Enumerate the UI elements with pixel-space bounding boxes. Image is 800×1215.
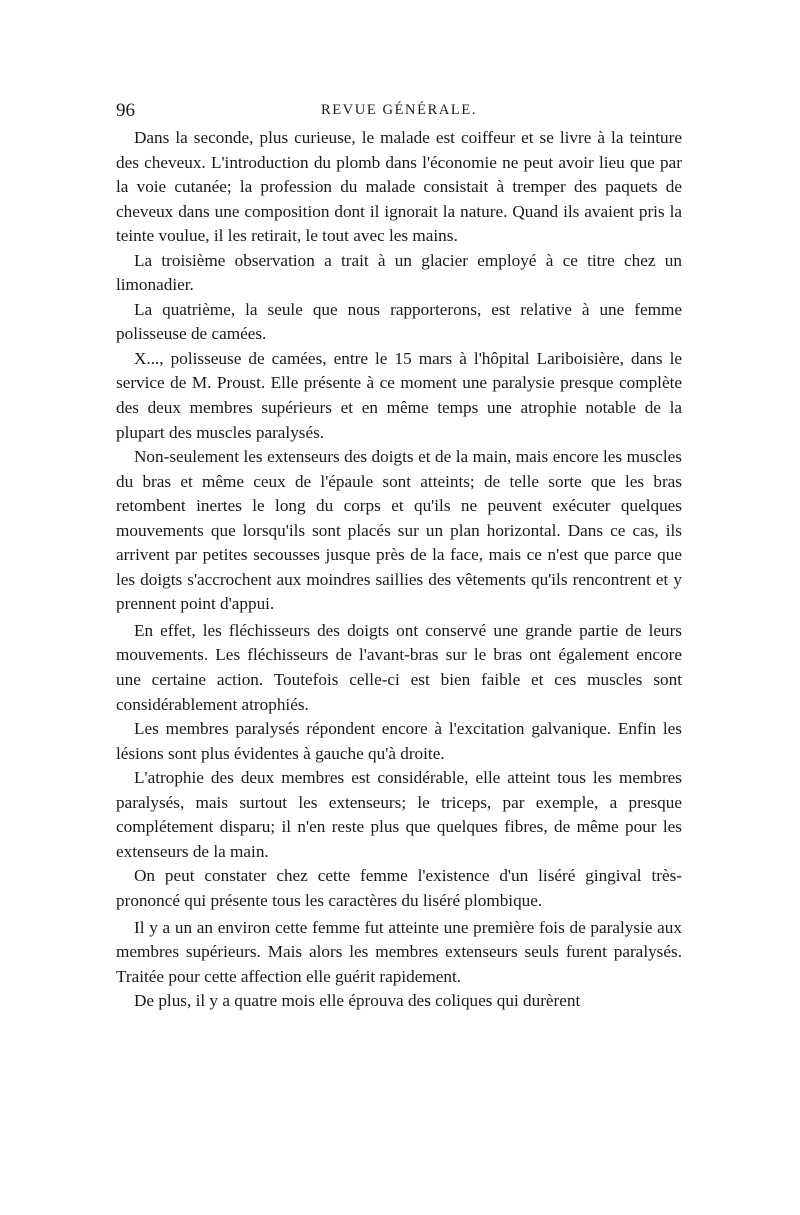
page-number: 96 — [116, 100, 135, 121]
running-head — [116, 96, 682, 126]
document-page — [116, 96, 682, 1014]
paragraph-8: L'atrophie des deux membres est considérable, elle atteint tous les membres paralysés, mais surtout les extenseurs; le triceps, par exemple, a presque complétement disparu; il n'en reste plus que quelques fibres, de même pour les extenseurs de la main. — [116, 768, 682, 861]
paragraph-5: Non-seulement les extenseurs des doigts et de la main, mais encore les muscles du bras et même ceux de l'épaule sont atteints; de telle sorte que les bras retombent inertes le long du corps et qu'ils ne peuvent exécuter quelques mouvements que lorsqu'ils sont placés sur un plan horizontal. Dans ce cas, ils arrivent par petites secousses jusque près de la face, mais ce n'est que parce que les doigts s'accrochent aux moindres saillies des vêtements qu'ils rencontrent et y prennent point d'appui. — [116, 447, 682, 614]
journal-title: REVUE GÉNÉRALE. — [320, 102, 478, 118]
body-text — [116, 126, 682, 1014]
paragraph-7: Les membres paralysés répondent encore à l'excitation galvanique. Enfin les lésions sont plus évidentes à gauche qu'à droite. — [116, 719, 682, 763]
paragraph-9: On peut constater chez cette femme l'existence d'un liséré gingival très-prononcé qui présente tous les caractères du liséré plombique. — [116, 866, 682, 910]
paragraph-1: Dans la seconde, plus curieuse, le malade est coiffeur et se livre à la teinture des cheveux. L'introduction du plomb dans l'économie ne peut avoir lieu que par la voie cutanée; la profession du malade consistait à tremper des paquets de cheveux dans une composition dont il ignorait la nature. Quand ils avaient pris la teinte voulue, il les retirait, le tout avec les mains. — [116, 128, 682, 246]
paragraph-4: X..., polisseuse de camées, entre le 15 mars à l'hôpital Lariboisière, dans le service de M. Proust. Elle présente à ce moment une paralysie presque complète des deux membres supérieurs et en même temps une atrophie notable de la plupart des muscles paralysés. — [116, 348, 682, 442]
paragraph-11: De plus, il y a quatre mois elle éprouva des coliques qui durèrent — [134, 991, 581, 1011]
paragraph-6: En effet, les fléchisseurs des doigts ont conservé une grande partie de leurs mouvements. Les fléchisseurs de l'avant-bras sur le bras ont également encore une certaine action. Toutefois celle-ci est bien faible et ces muscles sont considérablement atrophiés. — [116, 620, 682, 714]
paragraph-2: La troisième observation a trait à un glacier employé à ce titre chez un limonadier. — [116, 250, 682, 295]
paragraph-10: Il y a un an environ cette femme fut atteinte une première fois de paralysie aux membres supérieurs. Mais alors les membres extenseurs seuls furent paralysés. Traitée pour cette affection elle guérit rapidement. — [116, 917, 682, 986]
paragraph-3: La quatrième, la seule que nous rapporterons, est relative à une femme polisseuse de camées. — [116, 299, 682, 344]
